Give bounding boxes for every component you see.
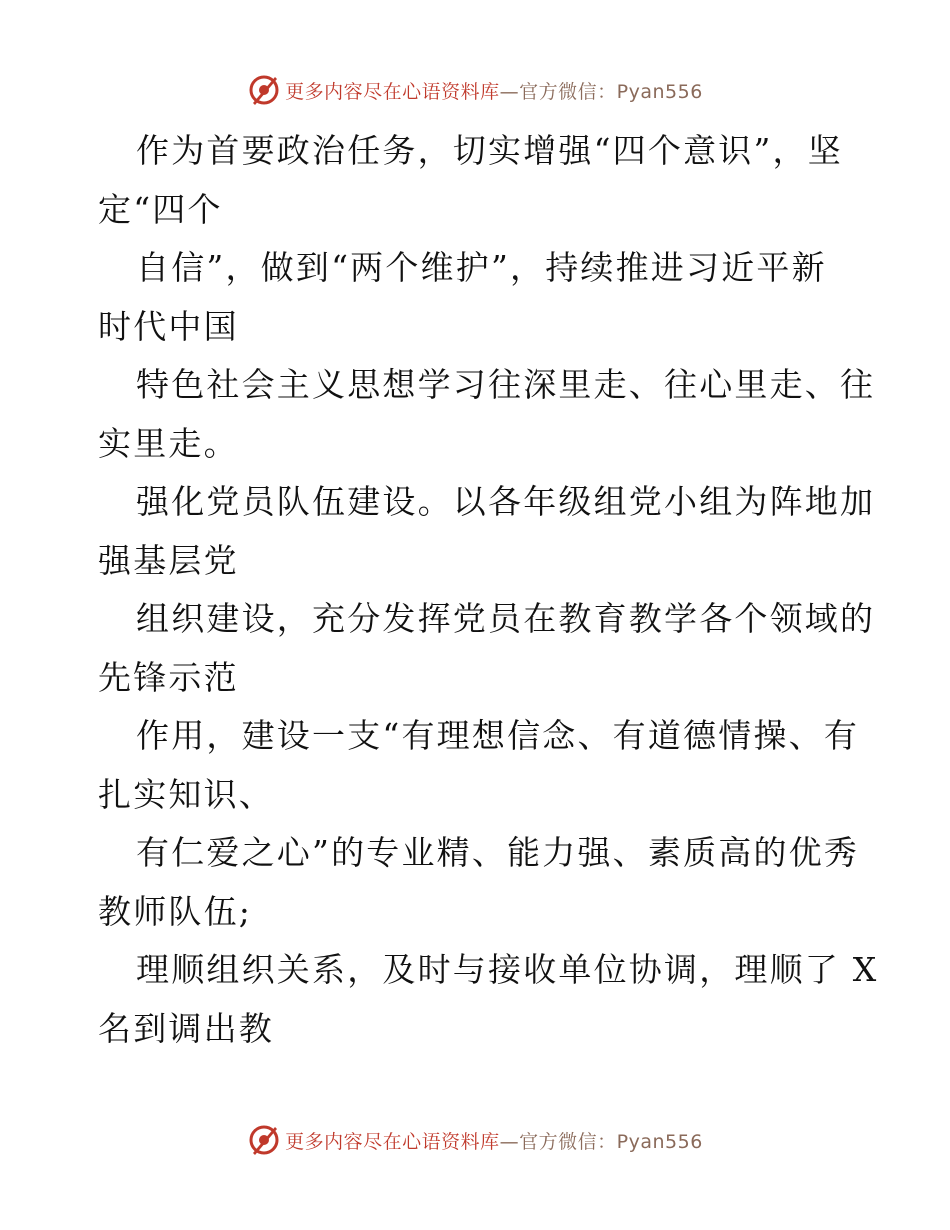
watermark-tail: 官方微信：Pyan556 [519, 1130, 703, 1153]
text-line: 组织建设，充分发挥党员在教育教学各个领域的 [136, 599, 876, 638]
text-line: 时代中国 [98, 306, 239, 346]
watermark-text [285, 77, 703, 104]
text-line: 自信”，做到“两个维护”，持续推进习近平新 [136, 248, 827, 287]
watermark-dash: — [499, 80, 520, 103]
watermark-text [285, 1127, 703, 1154]
text-line: 先锋示范 [98, 657, 239, 697]
text-line: 实里走。 [98, 423, 239, 463]
watermark-main: 更多内容尽在心语资料库 [285, 1130, 500, 1153]
text-line: 强化党员队伍建设。以各年级组党小组为阵地加 [136, 482, 876, 521]
text-line: 定“四个 [98, 189, 223, 229]
text-line: 有仁爱之心”的专业精、能力强、素质高的优秀 [136, 833, 860, 872]
footer-watermark [0, 1120, 950, 1160]
text-line: 强基层党 [98, 540, 239, 580]
text-line: 名到调出教 [98, 1008, 274, 1048]
text-line: 特色社会主义思想学习往深里走、往心里走、往 [136, 365, 876, 404]
header-watermark [0, 70, 950, 110]
quill-logo-icon [247, 73, 281, 107]
quill-logo-icon [247, 1123, 281, 1157]
document-body [98, 122, 879, 1058]
text-line: 扎实知识、 [98, 774, 274, 814]
text-line: 作用，建设一支“有理想信念、有道德情操、有 [136, 716, 860, 755]
watermark-dash: — [499, 1130, 520, 1153]
text-line: 教师队伍; [98, 891, 253, 931]
text-line: 理顺组织关系，及时与接收单位协调，理顺了 X [136, 950, 879, 989]
watermark-tail: 官方微信：Pyan556 [519, 80, 703, 103]
watermark-main: 更多内容尽在心语资料库 [285, 80, 500, 103]
text-line: 作为首要政治任务，切实增强“四个意识”，坚 [136, 131, 843, 170]
